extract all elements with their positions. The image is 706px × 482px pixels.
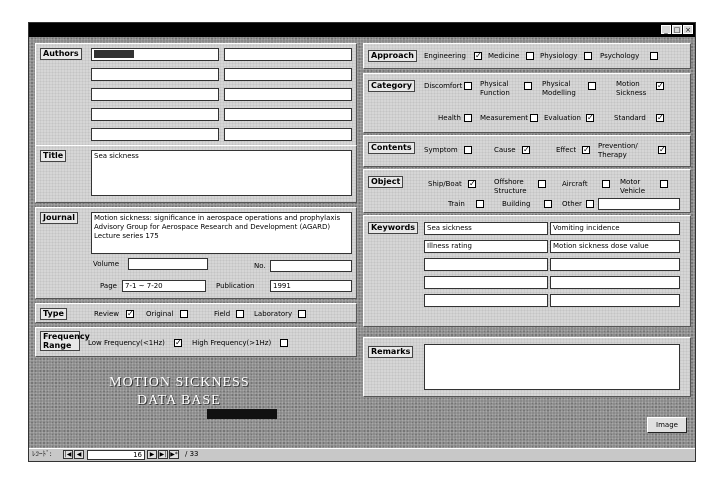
- low-frequency-checkbox[interactable]: ✓: [175, 338, 182, 347]
- frequency-panel: [35, 327, 357, 357]
- type-laboratory-label: Laboratory: [254, 310, 293, 318]
- category-evaluation-checkbox[interactable]: ✓: [587, 113, 594, 122]
- object-building-checkbox[interactable]: [544, 200, 552, 208]
- publication-label: Publication: [216, 282, 255, 290]
- contents-cause-checkbox[interactable]: ✓: [523, 145, 530, 154]
- contents-effect-label: Effect: [556, 146, 577, 154]
- authors-panel: [35, 43, 357, 161]
- category-measurement-label: Measurement: [480, 114, 529, 122]
- image-button[interactable]: Image: [647, 417, 687, 433]
- object-label: Object: [368, 176, 403, 188]
- object-aircraft-checkbox[interactable]: [602, 180, 610, 188]
- journal-field[interactable]: Motion sickness: significance in aerospace operations and prophylaxis Advisory Group for Aerospace Research and Development (AGARD) Lecture series 175: [91, 212, 352, 254]
- page-label: Page: [100, 282, 117, 290]
- contents-panel: [363, 135, 691, 167]
- category-motion-sickness-label: Motion Sickness: [616, 80, 647, 97]
- app-window: [28, 22, 696, 462]
- object-train-label: Train: [448, 200, 465, 208]
- object-motor-vehicle-label: Motor Vehicle: [620, 178, 646, 195]
- remarks-panel: [363, 337, 691, 397]
- type-original-label: Original: [146, 310, 174, 318]
- record-label: ﾚｺｰﾄﾞ:: [32, 450, 52, 458]
- author-field-1[interactable]: [91, 48, 219, 61]
- object-building-label: Building: [502, 200, 531, 208]
- keyword-field-10[interactable]: [550, 294, 680, 307]
- contents-cause-label: Cause: [494, 146, 516, 154]
- volume-label: Volume: [93, 260, 120, 268]
- no-label: No.: [254, 262, 266, 270]
- authors-label: Authors: [40, 48, 82, 60]
- record-navigation-bar: [29, 448, 695, 461]
- next-record-button[interactable]: ▶: [147, 450, 157, 459]
- author-field-5[interactable]: [91, 128, 219, 141]
- author-field-4[interactable]: [91, 108, 219, 121]
- type-field-label: Field: [214, 310, 231, 318]
- category-discomfort-checkbox[interactable]: [464, 82, 472, 90]
- approach-medicine-checkbox[interactable]: [526, 52, 534, 60]
- contents-prevention-checkbox[interactable]: ✓: [659, 145, 666, 154]
- logo-line-2: DATA BASE: [137, 393, 221, 408]
- keyword-field-3[interactable]: Illness rating: [424, 240, 548, 253]
- type-original-checkbox[interactable]: [180, 310, 188, 318]
- object-offshore-label: Offshore Structure: [494, 178, 527, 195]
- object-other-label: Other: [562, 200, 582, 208]
- category-label: Category: [368, 80, 415, 92]
- approach-psychology-label: Psychology: [600, 52, 640, 60]
- keyword-field-2[interactable]: Vomiting incidence: [550, 222, 680, 235]
- publication-field[interactable]: 1991: [270, 280, 352, 292]
- contents-label: Contents: [368, 142, 415, 154]
- keyword-field-9[interactable]: [424, 294, 548, 307]
- object-panel: [363, 169, 691, 213]
- keyword-field-7[interactable]: [424, 276, 548, 289]
- previous-record-button[interactable]: ◀: [74, 450, 84, 459]
- author-field-3[interactable]: [91, 88, 219, 101]
- page-field[interactable]: 7-1 ~ 7-20: [122, 280, 206, 292]
- contents-effect-checkbox[interactable]: ✓: [583, 145, 590, 154]
- category-standard-checkbox[interactable]: ✓: [657, 113, 664, 122]
- object-ship-checkbox[interactable]: ✓: [469, 179, 476, 188]
- remarks-label: Remarks: [368, 346, 413, 358]
- keyword-field-6[interactable]: [550, 258, 680, 271]
- category-standard-label: Standard: [614, 114, 646, 122]
- approach-medicine-label: Medicine: [488, 52, 520, 60]
- title-label: Title: [40, 150, 66, 162]
- keyword-field-8[interactable]: [550, 276, 680, 289]
- author-field-9[interactable]: [224, 108, 352, 121]
- keywords-panel: [363, 215, 691, 327]
- keyword-field-4[interactable]: Motion sickness dose value: [550, 240, 680, 253]
- first-record-button[interactable]: |◀: [64, 451, 72, 458]
- author-field-7[interactable]: [224, 68, 352, 81]
- low-frequency-label: Low Frequency(<1Hz): [88, 339, 165, 347]
- title-panel: [35, 145, 357, 203]
- title-field[interactable]: Sea sickness: [91, 150, 352, 196]
- approach-psychology-checkbox[interactable]: [650, 52, 658, 60]
- keyword-field-1[interactable]: Sea sickness: [424, 222, 548, 235]
- object-other-checkbox[interactable]: [586, 200, 594, 208]
- contents-symptom-label: Symptom: [424, 146, 458, 154]
- object-offshore-checkbox[interactable]: [538, 180, 546, 188]
- maximize-button[interactable]: □: [673, 26, 681, 34]
- last-record-button[interactable]: ▶|: [159, 451, 167, 458]
- category-physical-function-checkbox[interactable]: [524, 82, 532, 90]
- type-review-checkbox[interactable]: ✓: [127, 309, 134, 318]
- category-physical-function-label: Physical Function: [480, 80, 510, 97]
- title-bar: [29, 23, 695, 37]
- journal-panel: [35, 207, 357, 299]
- type-label: Type: [40, 308, 67, 320]
- category-physical-modelling-label: Physical Modelling: [542, 80, 576, 97]
- category-motion-sickness-checkbox[interactable]: ✓: [657, 81, 664, 90]
- approach-panel: [363, 43, 691, 69]
- keyword-field-5[interactable]: [424, 258, 548, 271]
- type-review-label: Review: [94, 310, 119, 318]
- current-record-field[interactable]: 16: [87, 450, 145, 460]
- record-total: / 33: [185, 450, 199, 458]
- volume-field[interactable]: [128, 258, 208, 270]
- approach-engineering-checkbox[interactable]: ✓: [475, 51, 482, 60]
- approach-physiology-label: Physiology: [540, 52, 578, 60]
- no-field[interactable]: [270, 260, 352, 272]
- type-laboratory-checkbox[interactable]: [298, 310, 306, 318]
- object-motor-vehicle-checkbox[interactable]: [660, 180, 668, 188]
- author-field-6[interactable]: [224, 48, 352, 61]
- category-health-checkbox[interactable]: [464, 114, 472, 122]
- contents-symptom-checkbox[interactable]: [464, 146, 472, 154]
- high-frequency-checkbox[interactable]: [280, 339, 288, 347]
- category-measurement-checkbox[interactable]: [530, 114, 538, 122]
- approach-engineering-label: Engineering: [424, 52, 466, 60]
- author-field-8[interactable]: [224, 88, 352, 101]
- category-evaluation-label: Evaluation: [544, 114, 581, 122]
- object-ship-label: Ship/Boat: [428, 180, 462, 188]
- approach-label: Approach: [368, 50, 417, 62]
- category-physical-modelling-checkbox[interactable]: [588, 82, 596, 90]
- category-health-label: Health: [438, 114, 461, 122]
- category-panel: [363, 73, 691, 133]
- contents-prevention-label: Prevention/ Therapy: [598, 142, 638, 159]
- type-field-checkbox[interactable]: [236, 310, 244, 318]
- keywords-label: Keywords: [368, 222, 418, 234]
- author-field-10[interactable]: [224, 128, 352, 141]
- object-aircraft-label: Aircraft: [562, 180, 588, 188]
- remarks-field[interactable]: [424, 344, 680, 390]
- approach-physiology-checkbox[interactable]: [584, 52, 592, 60]
- object-other-field[interactable]: [598, 198, 680, 210]
- high-frequency-label: High Frequency(>1Hz): [192, 339, 272, 347]
- logo-bar: [207, 409, 277, 419]
- logo-line-1: MOTION SICKNESS: [109, 375, 250, 390]
- author-field-2[interactable]: [91, 68, 219, 81]
- minimize-button[interactable]: _: [661, 25, 671, 34]
- frequency-label: Frequency Range: [40, 331, 80, 351]
- category-discomfort-label: Discomfort: [424, 82, 463, 90]
- type-panel: [35, 303, 357, 323]
- object-train-checkbox[interactable]: [476, 200, 484, 208]
- new-record-button[interactable]: ▶*: [170, 451, 178, 458]
- journal-label: Journal: [40, 212, 78, 224]
- close-button[interactable]: ×: [683, 25, 693, 34]
